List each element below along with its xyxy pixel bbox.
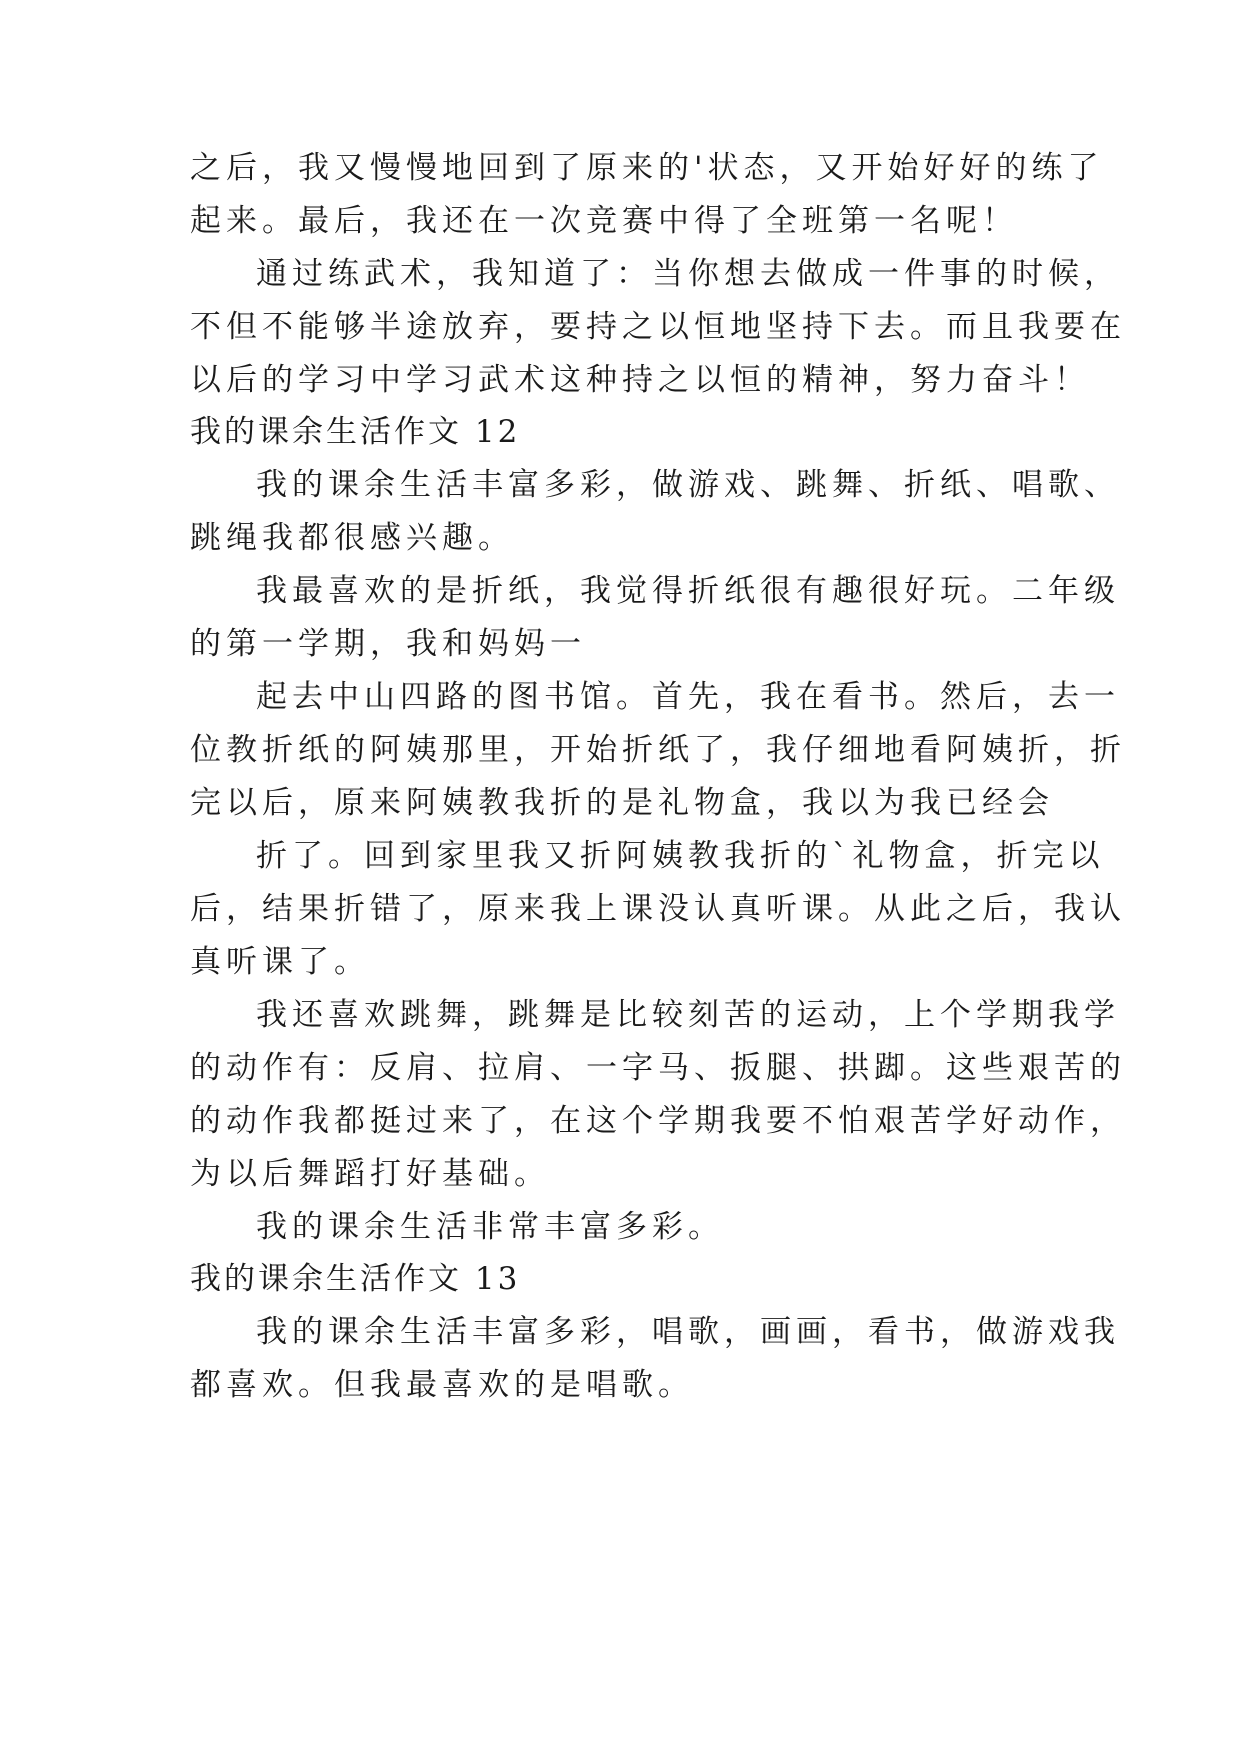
text-line: 的动作有：反肩、拉肩、一字马、扳腿、拱踋。这些艰苦的 [190, 1050, 1126, 1086]
text-line: 我的课余生活丰富多彩，做游戏、跳舞、折纸、唱歌、 [256, 467, 1120, 503]
text-line: 都喜欢。但我最喜欢的是唱歌。 [190, 1367, 694, 1403]
text-line: 完以后，原来阿姨教我折的是礼物盒，我以为我已经会 [190, 785, 1054, 821]
text-line: 真听课了。 [190, 944, 370, 980]
text-line: 之后，我又慢慢地回到了原来的'状态，又开始好好的练了 [190, 150, 1104, 186]
text-line: 我的课余生活丰富多彩，唱歌，画画，看书，做游戏我 [256, 1314, 1120, 1350]
text-line: 起来。最后，我还在一次竞赛中得了全班第一名呢！ [190, 203, 1018, 239]
text-line: 位教折纸的阿姨那里，开始折纸了，我仔细地看阿姨折，折 [190, 732, 1126, 768]
text-line: 后，结果折错了，原来我上课没认真听课。从此之后，我认 [190, 891, 1126, 927]
section-heading: 我的课余生活作文 12 [190, 414, 521, 450]
text-line: 跳绳我都很感兴趣。 [190, 520, 514, 556]
text-line: 以后的学习中学习武术这种持之以恒的精神，努力奋斗！ [190, 362, 1090, 398]
text-line: 起去中山四路的图书馆。首先，我在看书。然后，去一 [256, 679, 1120, 715]
text-line: 折了。回到家里我又折阿姨教我折的`礼物盒，折完以 [256, 838, 1105, 874]
text-line: 的动作我都挺过来了，在这个学期我要不怕艰苦学好动作， [190, 1103, 1126, 1139]
text-line: 为以后舞蹈打好基础。 [190, 1156, 550, 1192]
text-line: 我最喜欢的是折纸，我觉得折纸很有趣很好玩。二年级 [256, 573, 1120, 609]
text-line: 的第一学期，我和妈妈一 [190, 626, 586, 662]
text-line: 我还喜欢跳舞，跳舞是比较刻苦的运动，上个学期我学 [256, 997, 1120, 1033]
text-line: 通过练武术，我知道了：当你想去做成一件事的时候， [256, 256, 1120, 292]
section-heading: 我的课余生活作文 13 [190, 1261, 521, 1297]
text-line: 我的课余生活非常丰富多彩。 [256, 1209, 724, 1245]
text-line: 不但不能够半途放弃，要持之以恒地坚持下去。而且我要在 [190, 309, 1126, 345]
